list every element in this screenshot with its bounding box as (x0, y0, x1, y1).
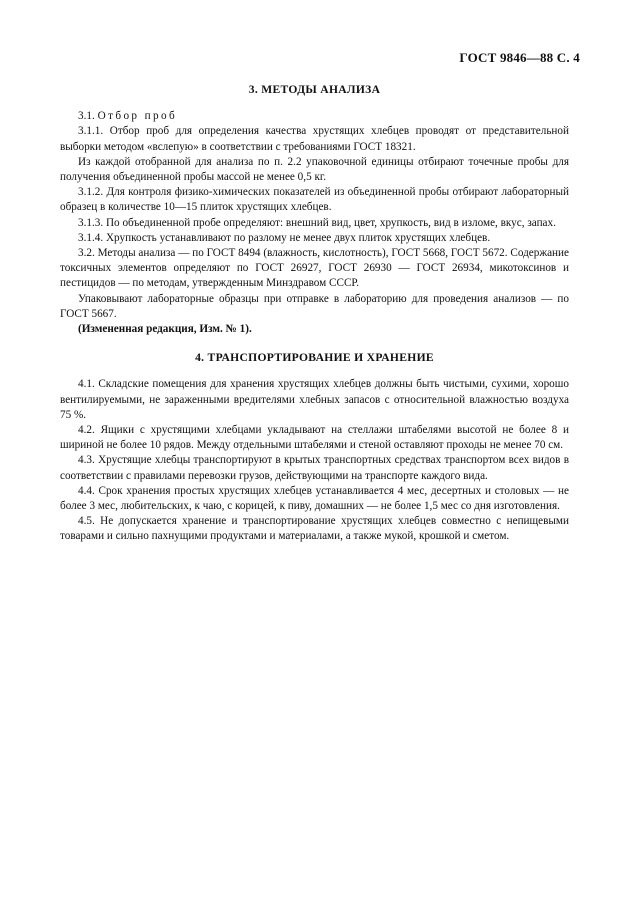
paragraph-4-3: 4.3. Хрустящие хлебцы транспортируют в крытых транспортных средствах транспортом всех видов в соответствии с правилами перевозки грузов, действующими на транспорте каждого вида. (60, 454, 569, 482)
paragraph-3-1-2: 3.1.2. Для контроля физико-химических показателей из объединенной пробы отбирают лабораторный образец в количестве 10—15 плиток хрустящих хлебцев. (60, 186, 569, 214)
paragraph-3-2-cont: Упаковывают лабораторные образцы при отправке в лабораторию для проведения анализов — по ГОСТ 5667. (60, 292, 569, 320)
paragraph-3-1-4: 3.1.4. Хрупкость устанавливают по разлому не менее двух плиток хрустящих хлебцев. (78, 231, 491, 244)
section-3-heading: 3. МЕТОДЫ АНАЛИЗА (248, 83, 381, 96)
paragraph-4-2: 4.2. Ящики с хрустящими хлебцами укладывают на стеллажи штабелями высотой не более 8 и шириной не более 10 рядов. Между отдельными штабелями и стеной оставляют проходы не менее 70 см. (60, 424, 569, 452)
page-header: ГОСТ 9846—88 С. 4 (459, 50, 580, 65)
paragraph-3-1-title: Отбор проб (97, 110, 178, 123)
paragraph-3-1-1-cont: Из каждой отобранной для анализа по п. 2.2 упаковочной единицы отбирают точечные пробы для получения объединенной пробы массой не менее 0,5 кг. (60, 155, 569, 184)
paragraph-3-1-number: 3.1. (78, 110, 98, 123)
paragraph-3-1-1: 3.1.1. Отбор проб для определения качества хрустящих хлебцев проводят от представительной выборки методом «вслепую» в соответствии с требованиями ГОСТ 18321. (60, 125, 569, 153)
page-content (60, 82, 569, 545)
paragraph-3-1 (60, 109, 569, 124)
section-4-heading: 4. ТРАНСПОРТИРОВАНИЕ И ХРАНЕНИЕ (195, 351, 434, 365)
amendment-note: (Измененная редакция, Изм. № 1). (78, 323, 252, 336)
paragraph-3-2: 3.2. Методы анализа — по ГОСТ 8494 (влажность, кислотность), ГОСТ 5668, ГОСТ 5672. Содержание токсичных элементов определяют по ГОСТ 26927, ГОСТ 26930 — ГОСТ 26934, микотоксинов и пестицидов — по методам, утвержденным Минздравом СССР. (60, 247, 569, 290)
paragraph-4-4: 4.4. Срок хранения простых хрустящих хлебцев устанавливается 4 мес, десертных и столовых — не более 3 мес, любительских, к чаю, с корицей, к пиву, домашних — не более 1,5 мес со дня изготовления. (60, 484, 569, 513)
paragraph-3-1-3: 3.1.3. По объединенной пробе определяют: внешний вид, цвет, хрупкость, вид в изломе, вкус, запах. (78, 216, 556, 229)
paragraph-4-5: 4.5. Не допускается хранение и транспортирование хрустящих хлебцев совместно с непищевыми товарами и сильно пахнущими продуктами и материалами, а также мукой, крошкой и сметом. (60, 515, 569, 543)
paragraph-4-1: 4.1. Складские помещения для хранения хрустящих хлебцев должны быть чистыми, сухими, хорошо вентилируемыми, не зараженными вредителями хлебных запасов с относительной влажностью воздуха 75 %. (60, 378, 569, 421)
